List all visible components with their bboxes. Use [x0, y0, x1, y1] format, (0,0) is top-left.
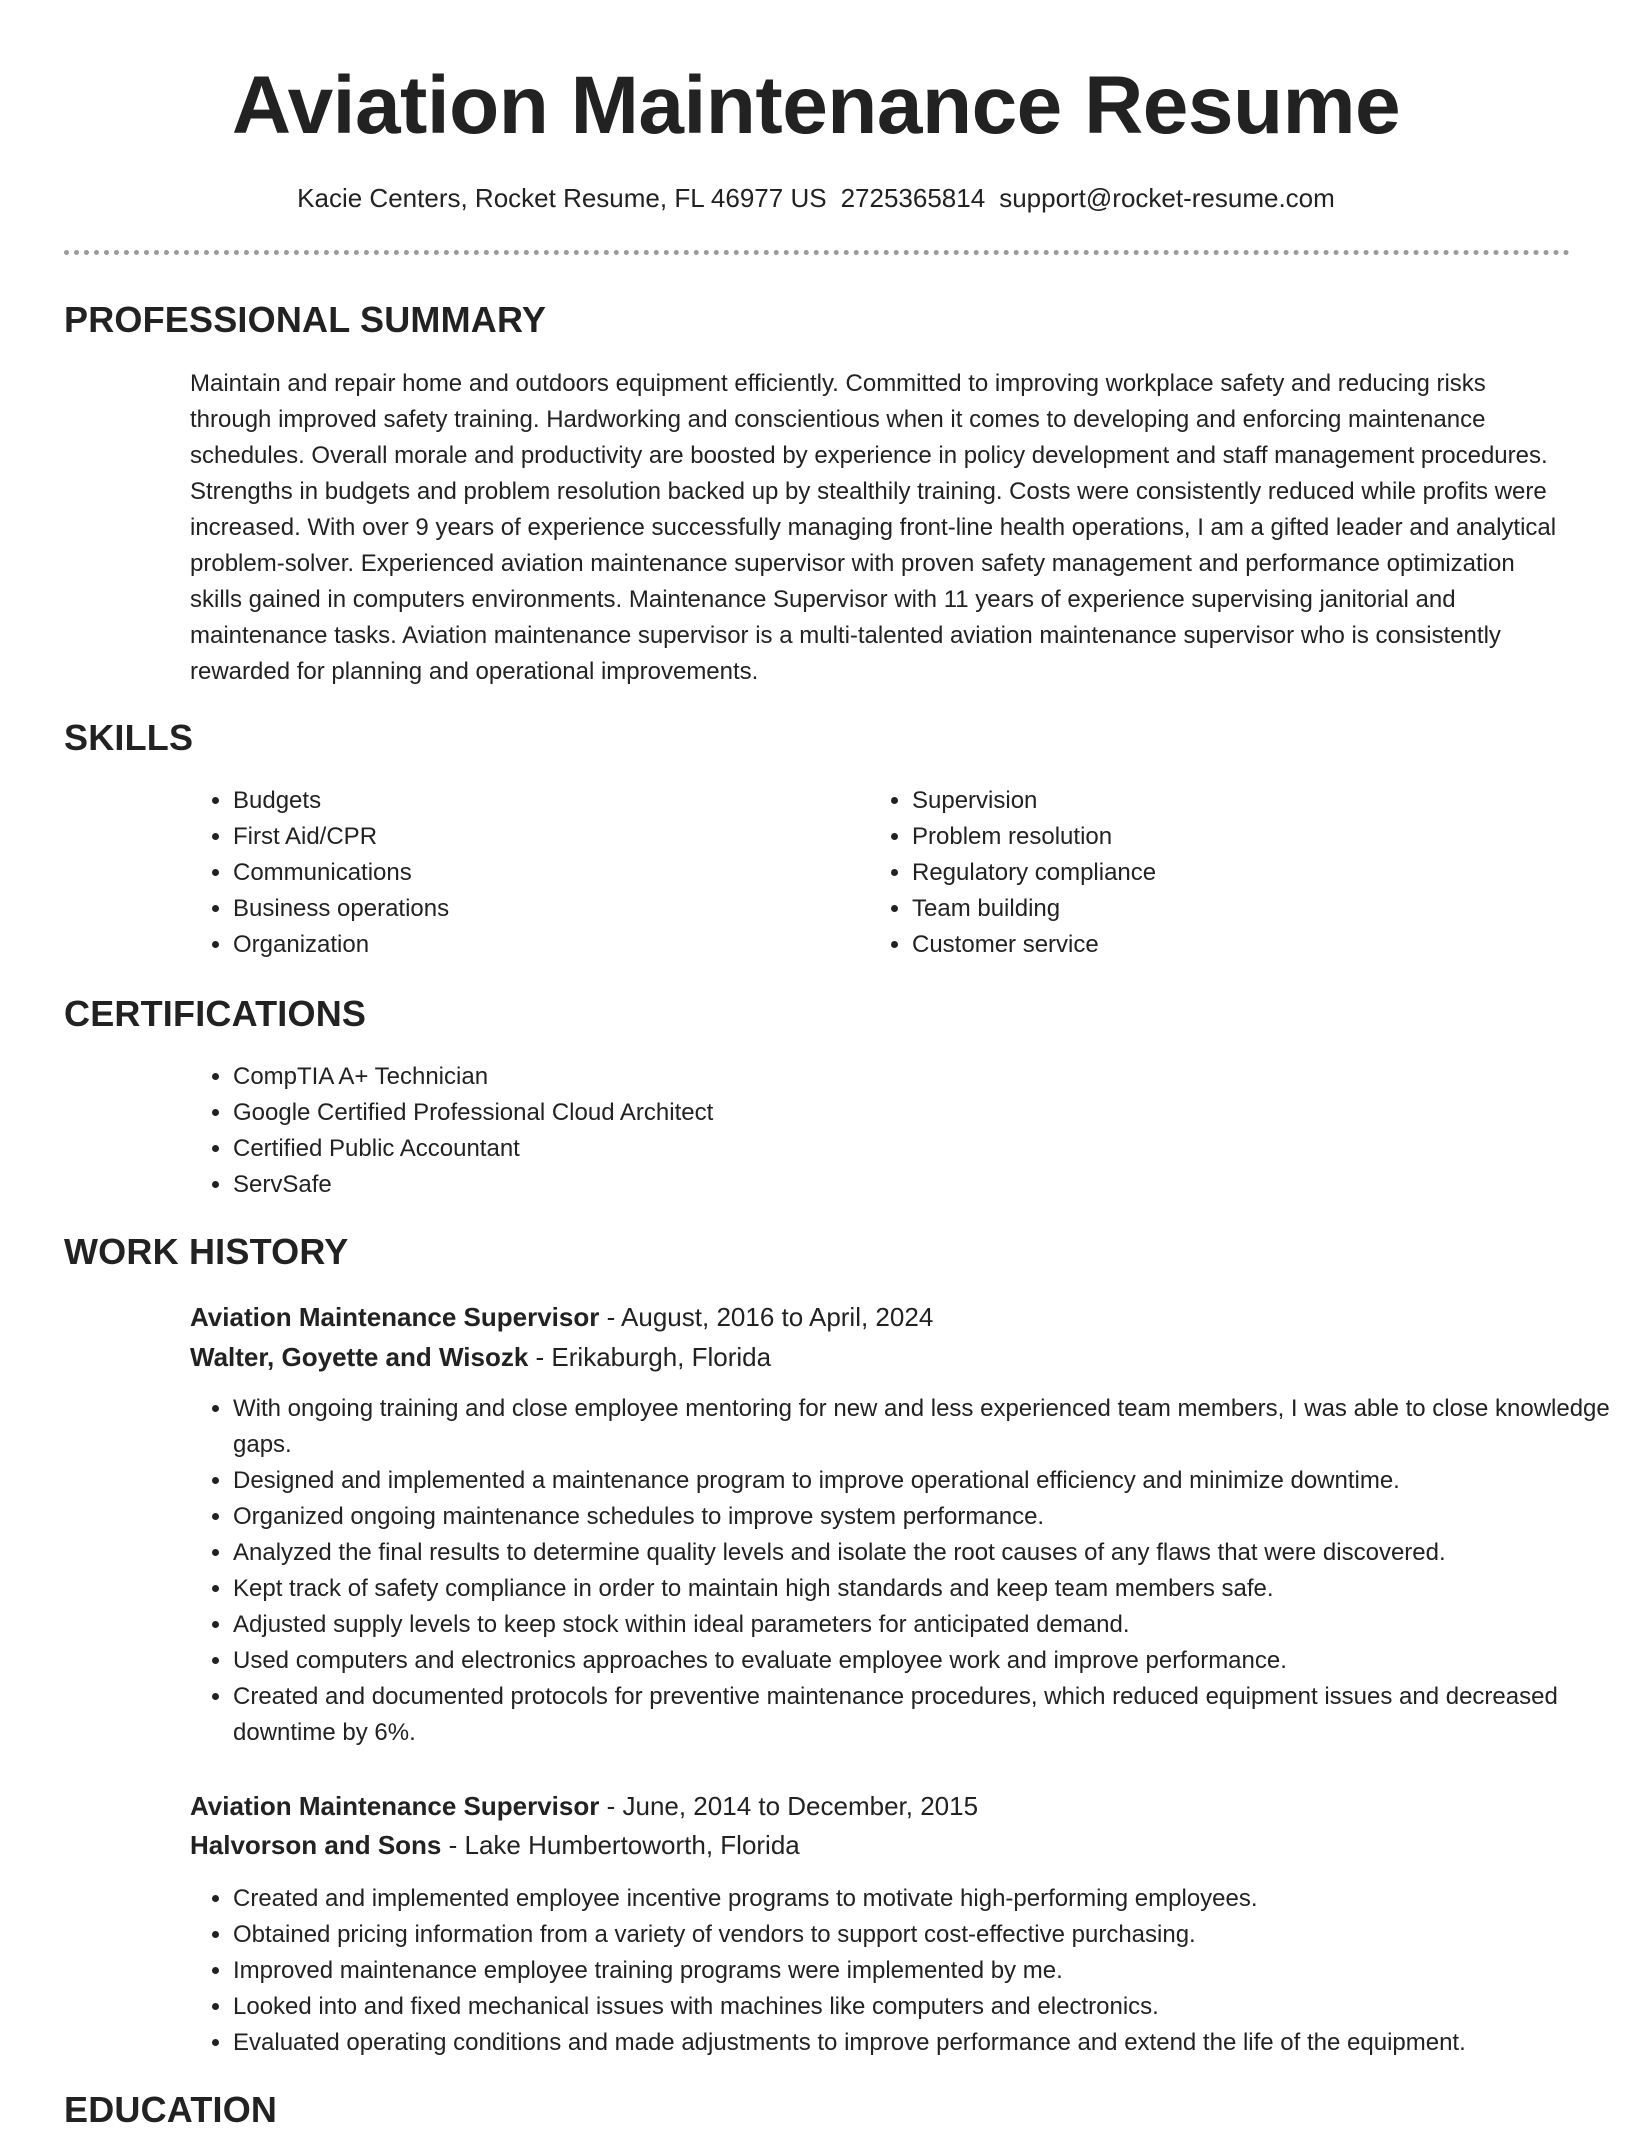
job-company: Halvorson and Sons [190, 1830, 442, 1860]
certifications-heading: CERTIFICATIONS [64, 993, 367, 1034]
job-title-line [190, 1787, 978, 1825]
certification-item: • Google Certified Professional Cloud Architect [233, 1095, 1533, 1131]
job-duty-item: • Designed and implemented a maintenance program to improve operational efficiency and minimize downtime. [233, 1463, 1613, 1499]
contact-info [0, 180, 1632, 216]
skill-item: • Problem resolution [912, 819, 1562, 855]
skill-item: • Customer service [912, 927, 1562, 963]
job-duty-item: • With ongoing training and close employee mentoring for new and less experienced team members, I was able to close knowledge gaps. [233, 1391, 1613, 1463]
job-title-line [190, 1298, 933, 1336]
job-duty-item: • Created and documented protocols for preventive maintenance procedures, which reduced equipment issues and decreased downtime by 6%. [233, 1679, 1613, 1751]
work-history-heading: WORK HISTORY [64, 1231, 349, 1272]
summary-text: Maintain and repair home and outdoors equipment efficiently. Committed to improving workplace safety and reducing risks through improved safety training. Hardworking and conscientious when it comes to developing and enforcing maintenance schedules. Overall morale and productivity are boosted by experience in policy development and staff management procedures. Strengths in budgets and problem resolution backed up by stealthily training. Costs were consistently reduced while profits were increased. With over 9 years of experience successfully managing front-line health operations, I am a gifted leader and analytical problem-solver. Experienced aviation maintenance supervisor with proven safety management and performance optimization skills gained in computers environments. Maintenance Supervisor with 11 years of experience supervising janitorial and maintenance tasks. Aviation maintenance supervisor is a multi-talented aviation maintenance supervisor who is consistently rewarded for planning and operational improvements. [190, 370, 1557, 685]
job-title: Aviation Maintenance Supervisor [190, 1791, 600, 1821]
skill-item: • Team building [912, 891, 1562, 927]
job-location: - Lake Humbertoworth, Florida [441, 1830, 800, 1860]
job-dates: - August, 2016 to April, 2024 [599, 1302, 934, 1332]
contact-name-address: Kacie Centers, Rocket Resume, FL 46977 US [297, 183, 827, 213]
contact-email: support@rocket-resume.com [999, 183, 1335, 213]
job-location: - Erikaburgh, Florida [528, 1342, 772, 1372]
summary-heading: PROFESSIONAL SUMMARY [64, 299, 547, 340]
certification-item: • CompTIA A+ Technician [233, 1059, 1533, 1095]
skill-item: • Business operations [233, 891, 833, 927]
page-title: Aviation Maintenance Resume [231, 60, 1401, 151]
skill-item: • First Aid/CPR [233, 819, 833, 855]
job-duties-list [190, 1881, 1613, 2061]
contact-phone: 2725365814 [840, 183, 986, 213]
job-title: Aviation Maintenance Supervisor [190, 1302, 600, 1332]
job-duty-item: • Evaluated operating conditions and made adjustments to improve performance and extend the life of the equipment. [233, 2025, 1613, 2061]
header-divider [64, 250, 1570, 255]
job-duty-item: • Analyzed the final results to determine quality levels and isolate the root causes of any flaws that were discovered. [233, 1535, 1613, 1571]
skill-item: • Organization [233, 927, 833, 963]
job-duty-item: • Kept track of safety compliance in order to maintain high standards and keep team members safe. [233, 1571, 1613, 1607]
job-duty-item: • Organized ongoing maintenance schedules to improve system performance. [233, 1499, 1613, 1535]
skill-item: • Communications [233, 855, 833, 891]
job-duties-list [190, 1391, 1613, 1751]
job-company-line [190, 1826, 800, 1864]
job-company: Walter, Goyette and Wisozk [190, 1342, 529, 1372]
job-duty-item: • Used computers and electronics approaches to evaluate employee work and improve performance. [233, 1643, 1613, 1679]
job-duty-item: • Adjusted supply levels to keep stock within ideal parameters for anticipated demand. [233, 1607, 1613, 1643]
skills-list-left [190, 783, 833, 963]
job-duty-item: • Obtained pricing information from a variety of vendors to support cost-effective purchasing. [233, 1917, 1613, 1953]
job-duty-item: • Created and implemented employee incentive programs to motivate high-performing employees. [233, 1881, 1613, 1917]
skill-item: • Budgets [233, 783, 833, 819]
skill-item: • Regulatory compliance [912, 855, 1562, 891]
job-company-line [190, 1338, 771, 1376]
job-duty-item: • Improved maintenance employee training programs were implemented by me. [233, 1953, 1613, 1989]
job-duty-item: • Looked into and fixed mechanical issues with machines like computers and electronics. [233, 1989, 1613, 2025]
skills-heading: SKILLS [64, 717, 194, 758]
skills-list-right [869, 783, 1562, 963]
certifications-list [190, 1059, 1533, 1203]
education-heading: EDUCATION [64, 2089, 278, 2130]
skill-item: • Supervision [912, 783, 1562, 819]
job-dates: - June, 2014 to December, 2015 [599, 1791, 979, 1821]
certification-item: • ServSafe [233, 1167, 1533, 1203]
certification-item: • Certified Public Accountant [233, 1131, 1533, 1167]
